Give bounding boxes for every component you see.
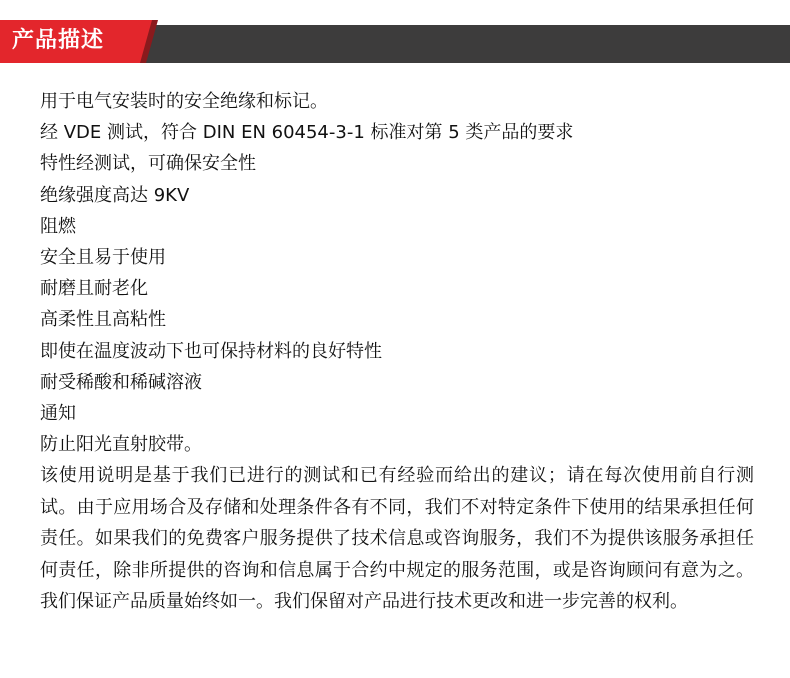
feature-line: 安全且易于使用 — [40, 246, 166, 268]
feature-line: 经 VDE 测试，符合 DIN EN 60454-3-1 标准对第 5 类产品的要求 — [40, 122, 574, 144]
feature-line: 阻燃 — [40, 215, 76, 237]
feature-line: 高柔性且高粘性 — [40, 309, 166, 331]
feature-line: 绝缘强度高达 9KV — [40, 184, 190, 206]
feature-line: 即使在温度波动下也可保持材料的良好特性 — [40, 340, 382, 362]
disclaimer-paragraph: 该使用说明是基于我们已进行的测试和已有经验而给出的建议；请在每次使用前自行测试。由于应用场合及存储和处理条件各有不同，我们不对特定条件下使用的结果承担任何责任。如果我们的免费客户服务提供了技术信息或咨询服务，我们不为提供该服务承担任何责任，除非所提供的咨询和信息属于合约中规定的服务范围，或是咨询顾问有意为之。我们保证产品质量始终如一。我们保留对产品进行技术更改和进一步完善的权利。 — [40, 465, 754, 613]
feature-line: 特性经测试，可确保安全性 — [40, 153, 256, 175]
notice-heading: 通知 — [40, 402, 76, 424]
feature-line: 防止阳光直射胶带。 — [40, 434, 202, 456]
section-title: 产品描述 — [12, 28, 105, 53]
feature-list — [40, 86, 754, 460]
feature-line: 用于电气安装时的安全绝缘和标记。 — [40, 91, 328, 112]
feature-line: 耐受稀酸和稀碱溶液 — [40, 371, 202, 393]
feature-line: 耐磨且耐老化 — [40, 278, 148, 300]
